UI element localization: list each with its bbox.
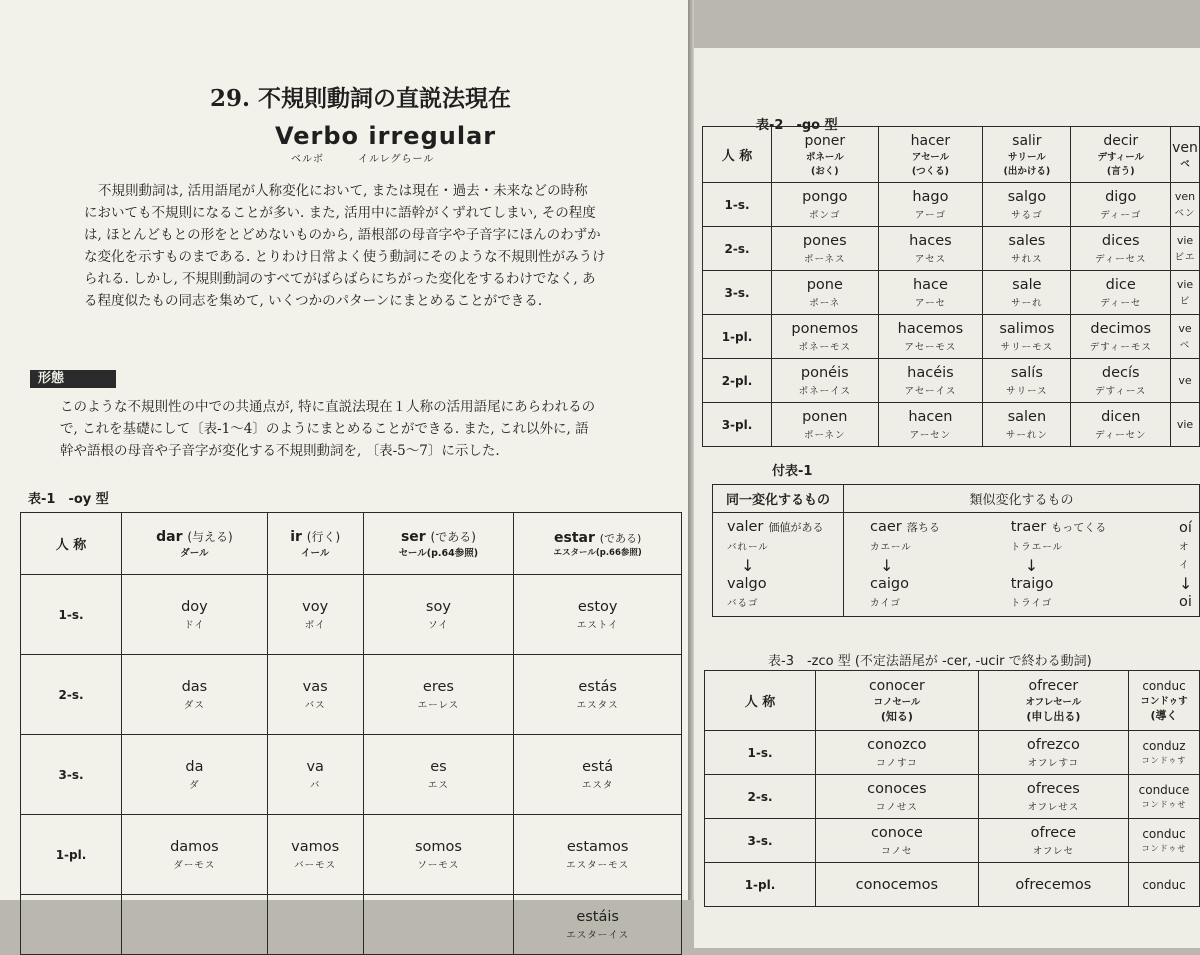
table-cell: conoce コノセ xyxy=(816,819,979,863)
intro-paragraph xyxy=(84,180,644,312)
intro-line: な変化を示すものまである. とりわけ日常よく使う動詞にそのような不規則性がみうけ xyxy=(84,249,606,265)
table-cell: pones ポーネス xyxy=(772,227,879,271)
table-cell: ven ベン xyxy=(1171,183,1200,227)
table-cell xyxy=(363,895,514,955)
intro-line: る程度似たもの同志を集めて, いくつかのパターンにまとめることができる. xyxy=(84,293,543,309)
table-row xyxy=(703,315,1200,359)
table2 xyxy=(702,126,1200,447)
table-cell: soy ソイ xyxy=(363,575,514,655)
column-header: hacer アセール (つくる) xyxy=(878,127,983,183)
table-cell: vie xyxy=(1171,403,1200,447)
table-cell: salís サリース xyxy=(983,359,1071,403)
table3-caption: 表-3 -zco 型 (不定法語尾が -cer, -ucir で終わる動詞) xyxy=(768,654,1092,669)
table-cell: estáis エスターイス xyxy=(514,895,682,955)
table-cell: ofrece オフレセ xyxy=(978,819,1128,863)
supp1-caption: 付表-1 xyxy=(772,464,813,479)
table-cell: vie ビエ xyxy=(1171,227,1200,271)
table-cell: estamos エスターモス xyxy=(514,815,682,895)
intro-line: 不規則動詞は, 活用語尾が人称変化において, または現在・過去・未来などの時称 xyxy=(98,183,588,199)
table1 xyxy=(20,512,682,955)
table-cell xyxy=(267,895,363,955)
down-arrow-icon: ↓ xyxy=(880,555,894,575)
table-cell: está エスタ xyxy=(514,735,682,815)
table-cell: decimos デすィーモス xyxy=(1071,315,1171,359)
table-cell: conduz コンドゥす xyxy=(1129,731,1200,775)
table-cell: eres エーレス xyxy=(363,655,514,735)
keitai-paragraph xyxy=(60,396,650,462)
intro-line: られる. しかし, 不規則動詞のすべてがばらばらにちがった変化をするわけでなく, あ xyxy=(84,271,596,287)
person-cell: 1-pl. xyxy=(705,863,816,907)
table-row xyxy=(703,227,1200,271)
table-cell: sales サれス xyxy=(983,227,1071,271)
table-cell: ponen ポーネン xyxy=(772,403,879,447)
table-cell: somos ソーモス xyxy=(363,815,514,895)
table-cell: conoces コノせス xyxy=(816,775,979,819)
table-row xyxy=(703,403,1200,447)
table-cell: estás エスタス xyxy=(514,655,682,735)
table-cell: estoy エストイ xyxy=(514,575,682,655)
table-cell: hago アーゴ xyxy=(878,183,983,227)
similar-header: 類似変化するもの xyxy=(844,485,1200,513)
table3-header-row xyxy=(705,671,1200,731)
table-cell: conduce コンドゥせ xyxy=(1129,775,1200,819)
table-cell: ponéis ポネーイス xyxy=(772,359,879,403)
similar-cell: traer もってくる トラエール ↓ traigo トライゴ xyxy=(1001,513,1173,617)
supp1-body-row xyxy=(713,513,1200,617)
person-cell: 1-s. xyxy=(703,183,772,227)
table-cell: salen サーれン xyxy=(983,403,1071,447)
table-cell: ve xyxy=(1171,359,1200,403)
table-row xyxy=(703,183,1200,227)
same-header: 同一変化するもの xyxy=(713,485,844,513)
down-arrow-icon: ↓ xyxy=(741,555,755,575)
similar-cell: oí オイ ↓ oi xyxy=(1173,513,1200,617)
similar-cell: caer 落ちる カエール ↓ caigo カイゴ xyxy=(844,513,1001,617)
person-cell: 2-s. xyxy=(703,227,772,271)
table-cell: ofrecemos xyxy=(978,863,1128,907)
table-cell: digo ディーゴ xyxy=(1071,183,1171,227)
column-header: ser (である) セール(p.64参照) xyxy=(363,513,514,575)
table2-header-row xyxy=(703,127,1200,183)
table-cell: sale サーれ xyxy=(983,271,1071,315)
column-header: ven ベ xyxy=(1171,127,1200,183)
table-row xyxy=(705,819,1200,863)
keitai-line: で, これを基礎にして〔表-1～4〕のようにまとめることができる. また, これ以外に, 語 xyxy=(60,421,589,437)
table-row xyxy=(703,271,1200,315)
table-cell: salgo サるゴ xyxy=(983,183,1071,227)
person-cell: 3-s. xyxy=(705,819,816,863)
column-header: conduc コンドゥす (導く xyxy=(1129,671,1200,731)
table-cell: va バ xyxy=(267,735,363,815)
keitai-line: このような不規則性の中での共通点が, 特に直説法現在１人称の活用語尾にあらわれるの xyxy=(60,399,596,415)
table-row xyxy=(21,655,682,735)
person-cell: 2-pl. xyxy=(703,359,772,403)
table-row xyxy=(21,735,682,815)
table-cell xyxy=(122,895,268,955)
table-cell: ofreces オフレせス xyxy=(978,775,1128,819)
table3 xyxy=(704,670,1200,907)
table-cell: vas バス xyxy=(267,655,363,735)
verbo-reading: ベルボ xyxy=(291,154,324,165)
same-cell: valer 価値がある バれール ↓ valgo バるゴ xyxy=(713,513,844,617)
table-cell: salimos サリーモス xyxy=(983,315,1071,359)
table-cell: doy ドイ xyxy=(122,575,268,655)
table-cell: vamos バーモス xyxy=(267,815,363,895)
table-row xyxy=(705,731,1200,775)
person-cell: 1-s. xyxy=(21,575,122,655)
column-header: dar (与える) ダール xyxy=(122,513,268,575)
table-cell: pongo ポンゴ xyxy=(772,183,879,227)
person-cell: 2-s. xyxy=(705,775,816,819)
table-cell: hacen アーセン xyxy=(878,403,983,447)
supplementary-table-1 xyxy=(712,484,1200,617)
table-cell: hacéis アセーイス xyxy=(878,359,983,403)
person-cell: 3-pl. xyxy=(703,403,772,447)
column-header: ofrecer オフレセール (申し出る) xyxy=(978,671,1128,731)
table-cell: das ダス xyxy=(122,655,268,735)
verbo-title: Verbo irregular xyxy=(275,122,497,150)
table-cell: haces アセス xyxy=(878,227,983,271)
down-arrow-icon: ↓ xyxy=(1179,573,1193,593)
table-row xyxy=(21,895,682,955)
table-cell: conozco コノすコ xyxy=(816,731,979,775)
intro-line: においても不規則になることが多い. また, 活用中に語幹がくずれてしまい, その程度 xyxy=(84,205,596,221)
person-header: 人 称 xyxy=(705,671,816,731)
table-cell: vie ビ xyxy=(1171,271,1200,315)
column-header: salir サリール (出かける) xyxy=(983,127,1071,183)
table-row xyxy=(705,775,1200,819)
column-header: conocer コノセール (知る) xyxy=(816,671,979,731)
table-row xyxy=(21,575,682,655)
table-cell: pone ポーネ xyxy=(772,271,879,315)
table-cell: dice ディーセ xyxy=(1071,271,1171,315)
table-cell: hace アーセ xyxy=(878,271,983,315)
person-cell: 3-s. xyxy=(703,271,772,315)
table-row xyxy=(705,863,1200,907)
table-cell: voy ボイ xyxy=(267,575,363,655)
table-cell: dices ディーセス xyxy=(1071,227,1171,271)
table-cell: ofrezco オフレすコ xyxy=(978,731,1128,775)
column-header: estar (である) エスタール(p.66参照) xyxy=(514,513,682,575)
person-cell: 2-s. xyxy=(21,655,122,735)
table-cell: conduc xyxy=(1129,863,1200,907)
table-cell: da ダ xyxy=(122,735,268,815)
table-row xyxy=(703,359,1200,403)
person-cell: 3-s. xyxy=(21,735,122,815)
table-row xyxy=(21,815,682,895)
table-cell: decís デすィース xyxy=(1071,359,1171,403)
keitai-heading: 形態 xyxy=(30,370,116,388)
person-cell: 1-s. xyxy=(705,731,816,775)
person-header: 人 称 xyxy=(21,513,122,575)
table1-header-row xyxy=(21,513,682,575)
person-cell: 1-pl. xyxy=(21,815,122,895)
table-cell: ve ベ xyxy=(1171,315,1200,359)
table-cell: ponemos ポネーモス xyxy=(772,315,879,359)
table-cell: es エス xyxy=(363,735,514,815)
table-cell: dicen ディーセン xyxy=(1071,403,1171,447)
person-header: 人 称 xyxy=(703,127,772,183)
irregular-reading: イルレグらール xyxy=(358,154,435,165)
section-title: 29. 不規則動詞の直説法現在 xyxy=(210,85,512,112)
table-cell: conduc コンドゥせ xyxy=(1129,819,1200,863)
person-cell: 1-pl. xyxy=(703,315,772,359)
column-header: ir (行く) イール xyxy=(267,513,363,575)
down-arrow-icon: ↓ xyxy=(1024,555,1039,575)
column-header: decir デすィール (言う) xyxy=(1071,127,1171,183)
person-cell xyxy=(21,895,122,955)
table2-caption: 表-2 -go 型 xyxy=(756,118,838,133)
keitai-line: 幹や語根の母音や子音字が変化する不規則動詞を, 〔表-5～7〕に示した. xyxy=(60,443,500,459)
supp1-header-row xyxy=(713,485,1200,513)
table-cell: damos ダーモス xyxy=(122,815,268,895)
intro-line: は, ほとんどもとの形をとどめないものから, 語根部の母音字や子音字にほんのわずか xyxy=(84,227,601,243)
column-header: poner ポネール (おく) xyxy=(772,127,879,183)
table-cell: conocemos xyxy=(816,863,979,907)
table1-caption: 表-1 -oy 型 xyxy=(28,492,109,507)
table-cell: hacemos アセーモス xyxy=(878,315,983,359)
right-page xyxy=(694,48,1200,948)
